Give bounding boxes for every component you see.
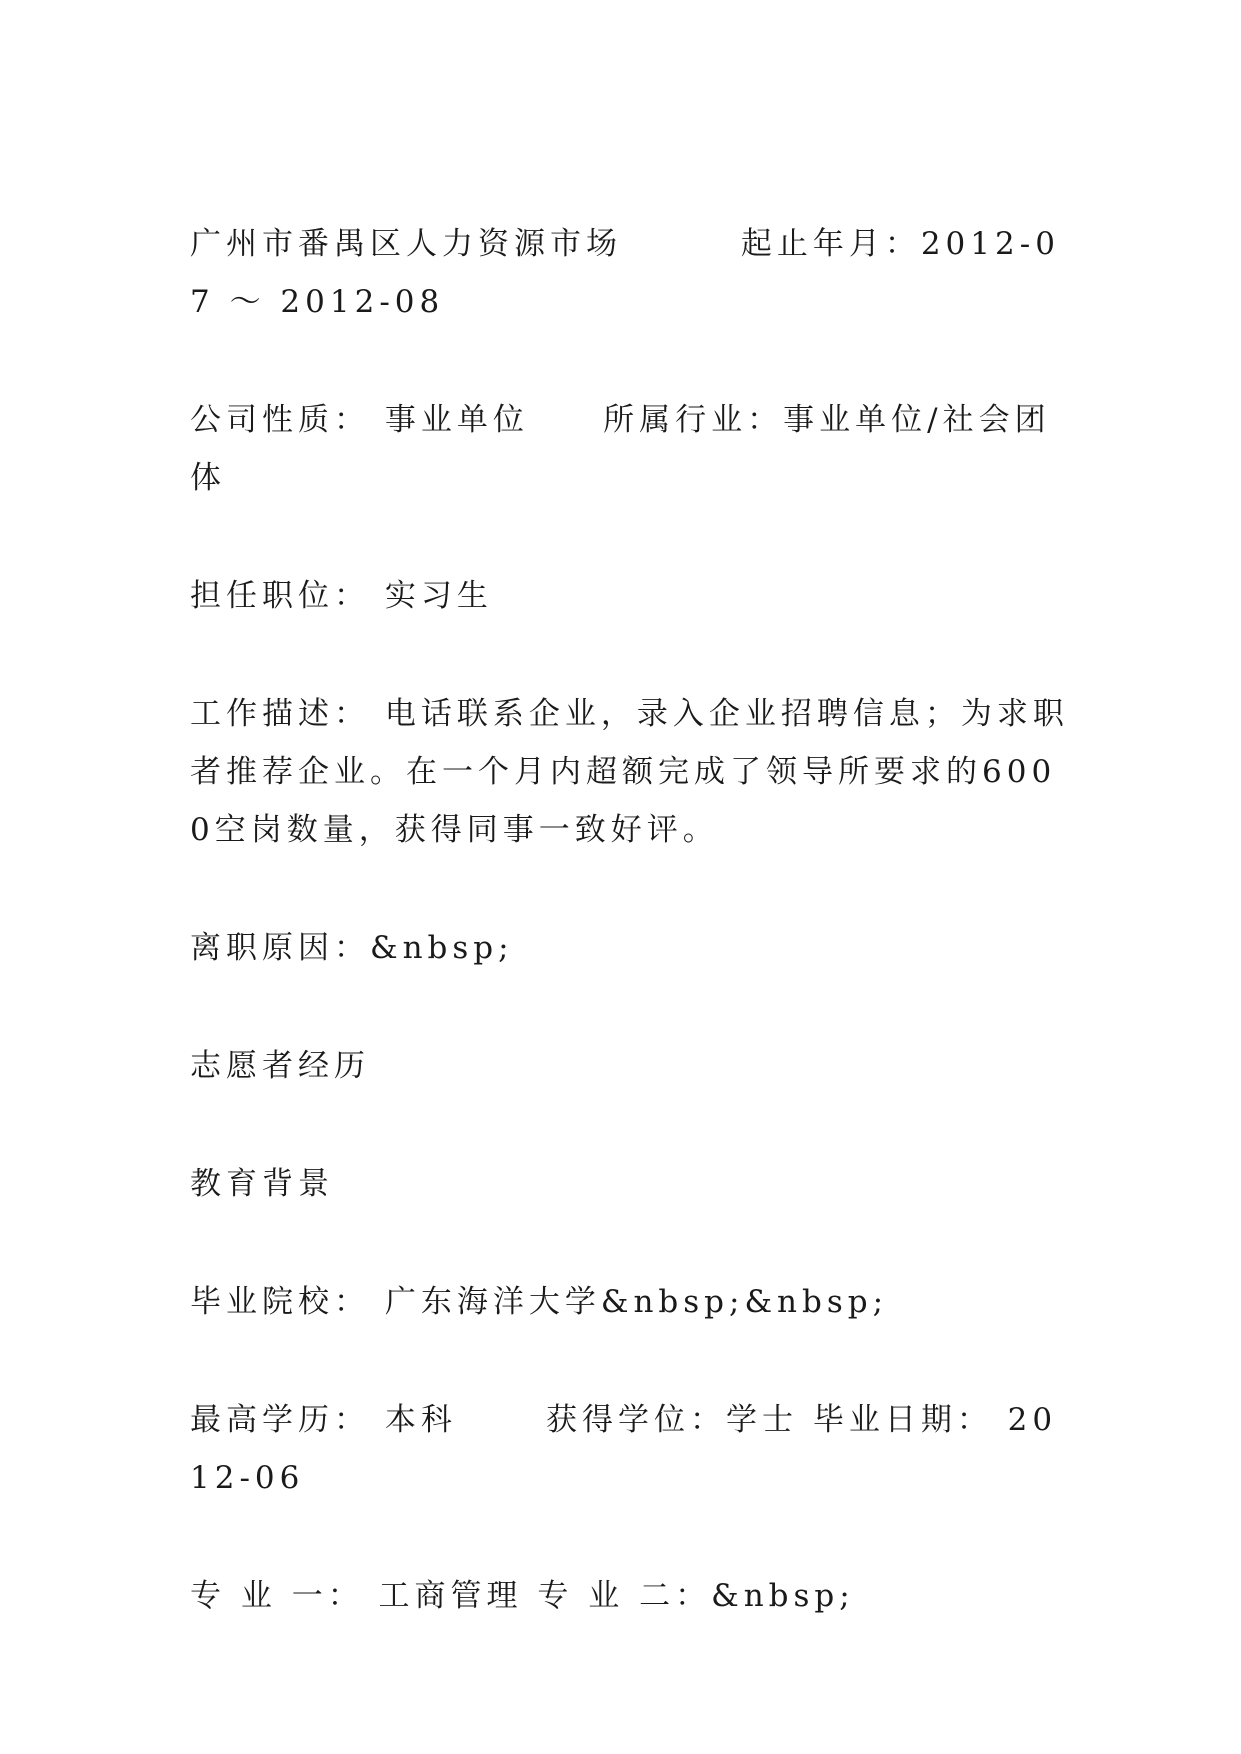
volunteer-heading: 志愿者经历 xyxy=(190,1048,370,1084)
school-line: 毕业院校： 广东海洋大学&nbsp;&nbsp; xyxy=(190,1284,889,1320)
education-heading: 教育背景 xyxy=(190,1166,334,1202)
document-body xyxy=(190,215,1070,1685)
company-nature-line: 公司性质： 事业单位 所属行业：事业单位/社会团体 xyxy=(190,402,1051,496)
job-description-paragraph: 工作描述： 电话联系企业，录入企业招聘信息；为求职者推荐企业。在一个月内超额完成了领导所要求的6000空岗数量，获得同事一致好评。 xyxy=(190,696,1069,848)
position-line: 担任职位： 实习生 xyxy=(190,578,493,614)
leaving-reason-line: 离职原因：&nbsp; xyxy=(190,930,514,966)
employer-period-line: 广州市番禺区人力资源市场 起止年月：2012-07 ～ 2012-08 xyxy=(190,226,1060,320)
degree-line: 最高学历： 本科 获得学位：学士 毕业日期： 2012-06 xyxy=(190,1402,1058,1496)
major-line: 专 业 一： 工商管理 专 业 二：&nbsp; xyxy=(190,1578,855,1614)
